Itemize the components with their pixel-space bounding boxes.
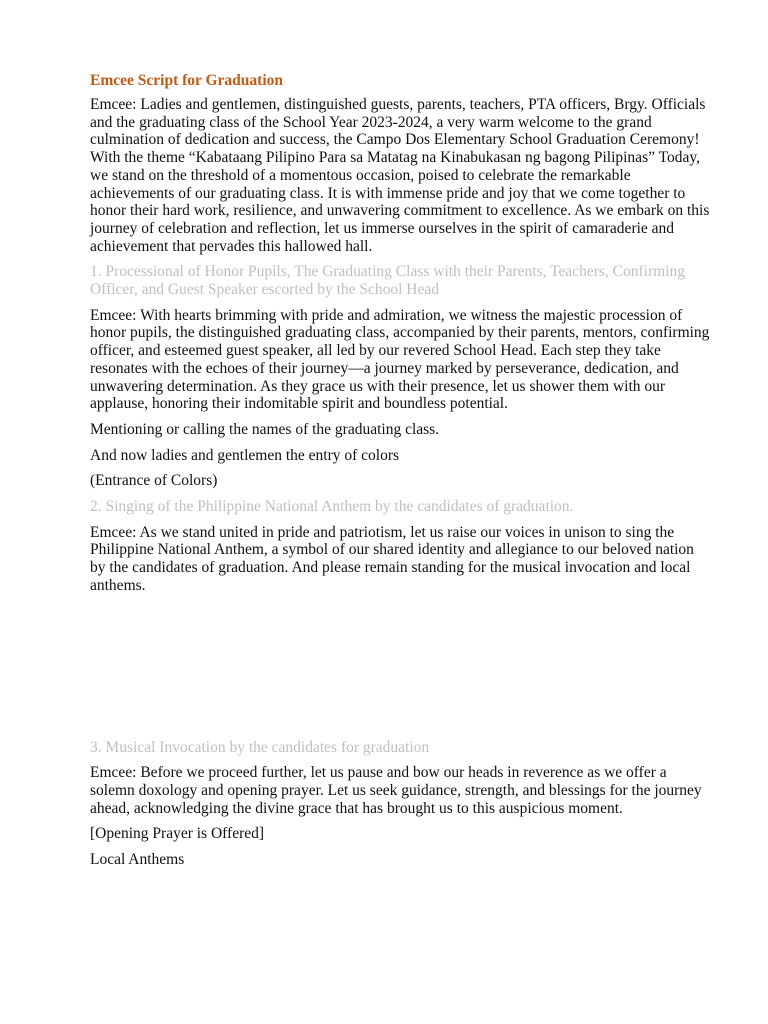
section-paragraph-2: Emcee: As we stand united in pride and patriotism, let us raise our voices in unison to sing the Philippine National Anthem, a symbol of our shared identity and allegiance to our beloved nation by the candidates of graduation. And please remain standing for the musical invocation and local anthems.: [90, 523, 694, 594]
section-heading-1: 1. Processional of Honor Pupils, The Graduating Class with their Parents, Teachers, Confirming Officer, and Guest Speaker escorted by the School Head: [90, 263, 686, 299]
entrance-of-colors-line: (Entrance of Colors): [90, 472, 218, 490]
opening-prayer-line: [Opening Prayer is Offered]: [90, 825, 265, 843]
blank-space: [90, 603, 710, 739]
local-anthems-line: Local Anthems: [90, 851, 185, 869]
section-heading-3: 3. Musical Invocation by the candidates for graduation: [90, 738, 430, 756]
document-title: Emcee Script for Graduation: [90, 72, 284, 89]
names-line: Mentioning or calling the names of the graduating class.: [90, 420, 440, 438]
intro-paragraph: Emcee: Ladies and gentlemen, distinguished guests, parents, teachers, PTA officers, Brgy. Officials and the graduating class of the School Year 2023-2024, a very warm welcome to the grand culmination of dedication and success, the Campo Dos Elementary School Graduation Ceremony! With the theme “Kabataang Pilipino Para sa Matatag na Kinabukasan ng bagong Pilipinas” Today, we stand on the threshold of a momentous occasion, poised to celebrate the remarkable achievements of our graduating class. It is with immense pride and joy that we come together to honor their hard work, resilience, and unwavering commitment to excellence. As we embark on this journey of celebration and reflection, let us immerse ourselves in the spirit of camaraderie and achievement that pervades this hallowed hall.: [90, 96, 710, 255]
section-heading-2: 2. Singing of the Philippine National Anthem by the candidates of graduation.: [90, 498, 574, 516]
section-paragraph-3: Emcee: Before we proceed further, let us pause and bow our heads in reverence as we offer a solemn doxology and opening prayer. Let us seek guidance, strength, and blessings for the journey ahead, acknowledging the divine grace that has brought us to this auspicious moment.: [90, 764, 702, 817]
colors-entry-line: And now ladies and gentlemen the entry of colors: [90, 446, 400, 464]
document-page: [90, 70, 710, 877]
section-paragraph-1: Emcee: With hearts brimming with pride and admiration, we witness the majestic procession of honor pupils, the distinguished graduating class, accompanied by their parents, mentors, confirming officer, and esteemed guest speaker, all led by our revered School Head. Each step they take resonates with the echoes of their journey—a journey marked by perseverance, dedication, and unwavering determination. As they grace us with their presence, let us shower them with our applause, honoring their indomitable spirit and boundless potential.: [90, 306, 710, 413]
